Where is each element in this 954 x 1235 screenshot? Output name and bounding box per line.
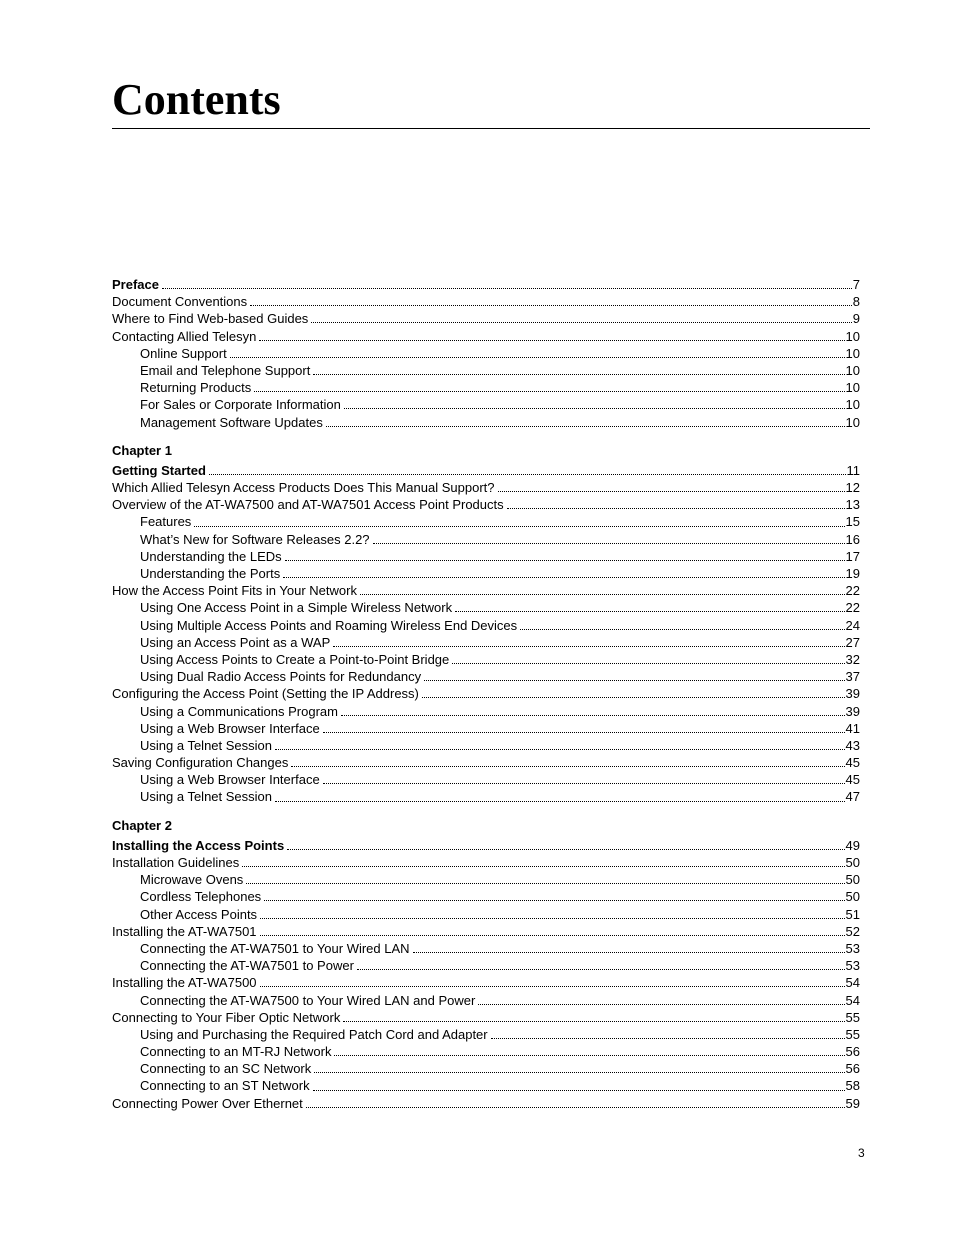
toc-entry-page: 59 (845, 1095, 860, 1111)
toc-entry[interactable] (112, 888, 860, 905)
toc-entry-page: 50 (845, 889, 860, 905)
toc-entry-page: 10 (845, 362, 860, 378)
toc-entry[interactable] (112, 1026, 860, 1043)
toc-entry-title: Features (140, 514, 192, 530)
toc-entry-page: 8 (852, 294, 860, 310)
toc-entry-title: Cordless Telephones (140, 889, 262, 905)
toc-entry[interactable] (112, 379, 860, 396)
toc-entry-title: Connecting to an ST Network (140, 1078, 310, 1094)
toc-entry-title: For Sales or Corporate Information (140, 397, 341, 413)
toc-entry[interactable] (112, 771, 860, 788)
toc-entry-page: 45 (845, 755, 860, 771)
toc-entry[interactable] (112, 668, 860, 685)
toc-entry-title: Using One Access Point in a Simple Wireless Network (140, 600, 453, 616)
toc-entry-page: 22 (845, 583, 860, 599)
toc-entry[interactable] (112, 396, 860, 413)
toc-entry[interactable] (112, 923, 860, 940)
toc-entry-page: 10 (845, 414, 860, 430)
toc-entry-page: 9 (852, 311, 860, 327)
toc-entry-page: 51 (845, 906, 860, 922)
toc-entry-page: 39 (845, 686, 860, 702)
toc-entry-page: 32 (845, 651, 860, 667)
toc-entry-title: Connecting the AT-WA7501 to Power (140, 958, 354, 974)
toc-entry[interactable] (112, 548, 860, 565)
toc-entry-page: 52 (845, 923, 860, 939)
toc-entry-page: 53 (845, 958, 860, 974)
toc-entry-title: Using Access Points to Create a Point-to-Point Bridge (140, 651, 450, 667)
toc-entry-title: Installation Guidelines (112, 855, 240, 870)
table-of-contents (112, 276, 860, 1112)
toc-dot-leader (242, 866, 844, 867)
toc-dot-leader (246, 883, 844, 884)
toc-entry-page: 13 (845, 497, 860, 513)
toc-entry-page: 11 (846, 462, 860, 478)
toc-entry-title: Document Conventions (112, 294, 248, 310)
toc-entry-title: Connecting to an MT-RJ Network (140, 1044, 332, 1060)
toc-dot-leader (323, 732, 845, 733)
toc-dot-leader (260, 918, 844, 919)
toc-entry[interactable] (112, 634, 860, 651)
toc-entry-page: 50 (845, 872, 860, 888)
toc-entry[interactable] (112, 651, 860, 668)
toc-entry-page: 56 (845, 1044, 860, 1060)
toc-entry-title: What’s New for Software Releases 2.2? (140, 531, 370, 547)
toc-dot-leader (344, 408, 845, 409)
toc-entry-title: Using a Web Browser Interface (140, 720, 320, 736)
toc-entry-page: 55 (845, 1009, 860, 1025)
toc-entry-page: 56 (845, 1061, 860, 1077)
toc-dot-leader (194, 526, 844, 527)
toc-entry-page: 39 (845, 703, 860, 719)
toc-entry-title: Using and Purchasing the Required Patch Cord and Adapter (140, 1026, 488, 1042)
toc-entry[interactable] (112, 362, 860, 379)
toc-entry[interactable] (112, 837, 860, 854)
toc-entry-title: Connecting to an SC Network (140, 1061, 312, 1077)
toc-entry-title: Getting Started (112, 462, 206, 478)
toc-entry-title: Contacting Allied Telesyn (112, 328, 257, 344)
toc-dot-leader (314, 1072, 844, 1073)
toc-entry[interactable] (112, 496, 860, 513)
toc-entry-page: 37 (845, 669, 860, 685)
toc-entry[interactable] (112, 617, 860, 634)
toc-entry-title: Understanding the LEDs (140, 548, 282, 564)
toc-entry[interactable] (112, 345, 860, 362)
toc-dot-leader (507, 508, 845, 509)
toc-entry-page: 15 (845, 514, 860, 530)
toc-dot-leader (452, 663, 844, 664)
toc-entry-page: 50 (845, 855, 860, 870)
toc-dot-leader (259, 340, 844, 341)
toc-entry-page: 24 (845, 617, 860, 633)
toc-entry-title: Returning Products (140, 380, 252, 396)
toc-entry[interactable] (112, 992, 860, 1009)
toc-entry-title: Overview of the AT-WA7500 and AT-WA7501 Access Point Products (112, 497, 504, 513)
toc-entry[interactable] (112, 328, 860, 345)
toc-dot-leader (250, 305, 852, 306)
toc-entry-page: 27 (845, 634, 860, 650)
toc-dot-leader (260, 986, 845, 987)
toc-entry[interactable] (112, 871, 860, 888)
toc-entry-title: Using a Telnet Session (140, 737, 273, 753)
toc-entry-page: 10 (845, 380, 860, 396)
toc-entry-page: 7 (852, 277, 860, 292)
toc-entry-page: 10 (845, 328, 860, 344)
toc-entry-title: Where to Find Web-based Guides (112, 311, 309, 327)
toc-entry[interactable] (112, 1095, 860, 1112)
toc-entry[interactable] (112, 703, 860, 720)
toc-entry-title: Installing the AT-WA7501 (112, 923, 257, 939)
toc-entry[interactable] (112, 906, 860, 923)
toc-entry[interactable] (112, 974, 860, 991)
toc-dot-leader (313, 1090, 845, 1091)
toc-dot-leader (424, 680, 844, 681)
toc-entry[interactable] (112, 1060, 860, 1077)
toc-dot-leader (313, 374, 844, 375)
toc-dot-leader (230, 357, 845, 358)
toc-entry-title: Preface (112, 277, 159, 292)
toc-entry-page: 53 (845, 940, 860, 956)
toc-entry[interactable] (112, 276, 860, 293)
toc-entry-title: Using an Access Point as a WAP (140, 634, 331, 650)
toc-entry-title: Using a Telnet Session (140, 789, 273, 805)
toc-dot-leader (360, 594, 845, 595)
toc-dot-leader (311, 322, 851, 323)
toc-entry[interactable] (112, 582, 860, 599)
toc-dot-leader (498, 491, 845, 492)
toc-entry[interactable] (112, 462, 860, 479)
toc-entry-title: Other Access Points (140, 906, 258, 922)
toc-entry-title: How the Access Point Fits in Your Network (112, 583, 357, 599)
toc-dot-leader (254, 391, 844, 392)
toc-dot-leader (326, 426, 845, 427)
toc-entry-title: Using a Web Browser Interface (140, 772, 320, 788)
toc-dot-leader (287, 849, 844, 850)
toc-dot-leader (334, 1055, 844, 1056)
toc-dot-leader (275, 801, 845, 802)
toc-entry-page: 47 (845, 789, 860, 805)
toc-dot-leader (283, 577, 844, 578)
toc-entry[interactable] (112, 940, 860, 957)
toc-entry-title: Connecting the AT-WA7501 to Your Wired LAN (140, 940, 410, 956)
toc-entry[interactable] (112, 1077, 860, 1094)
toc-entry-page: 10 (845, 345, 860, 361)
toc-entry[interactable] (112, 737, 860, 754)
toc-chapter-label: Chapter 1 (112, 442, 172, 458)
toc-entry[interactable] (112, 957, 860, 974)
toc-entry[interactable] (112, 531, 860, 548)
toc-dot-leader (264, 900, 844, 901)
toc-entry-title: Email and Telephone Support (140, 362, 311, 378)
toc-entry-title: Understanding the Ports (140, 566, 281, 581)
toc-entry[interactable] (112, 565, 860, 582)
toc-entry-page: 55 (845, 1026, 860, 1042)
toc-entry-title: Using Dual Radio Access Points for Redundancy (140, 669, 422, 685)
toc-entry-title: Connecting to Your Fiber Optic Network (112, 1009, 341, 1025)
toc-dot-leader (306, 1107, 845, 1108)
toc-dot-leader (343, 1021, 844, 1022)
toc-entry-page: 43 (845, 737, 860, 753)
toc-chapter-label: Chapter 2 (112, 817, 172, 833)
toc-entry-page: 17 (845, 548, 860, 564)
toc-entry-page: 58 (845, 1078, 860, 1094)
toc-entry-title: Installing the Access Points (112, 837, 285, 853)
toc-entry-page: 22 (845, 600, 860, 616)
toc-dot-leader (341, 715, 845, 716)
toc-entry-page: 19 (845, 566, 860, 581)
toc-entry-title: Management Software Updates (140, 414, 323, 430)
toc-entry-page: 54 (845, 992, 860, 1008)
toc-entry[interactable] (112, 754, 860, 771)
toc-dot-leader (455, 611, 844, 612)
toc-entry-page: 10 (845, 397, 860, 413)
toc-dot-leader (162, 288, 852, 289)
toc-entry-title: Using Multiple Access Points and Roaming Wireless End Devices (140, 617, 518, 633)
toc-entry[interactable] (112, 513, 860, 530)
toc-entry-page: 16 (845, 531, 860, 547)
toc-entry[interactable] (112, 1009, 860, 1026)
toc-entry[interactable] (112, 479, 860, 496)
toc-dot-leader (373, 543, 845, 544)
title-rule (112, 128, 870, 129)
toc-dot-leader (209, 474, 846, 475)
toc-entry-title: Online Support (140, 345, 227, 361)
toc-dot-leader (333, 646, 844, 647)
toc-entry-title: Configuring the Access Point (Setting the IP Address) (112, 686, 419, 702)
toc-entry[interactable] (112, 1043, 860, 1060)
toc-entry[interactable] (112, 788, 860, 805)
toc-entry[interactable] (112, 854, 860, 871)
toc-dot-leader (275, 749, 845, 750)
toc-entry-title: Using a Communications Program (140, 703, 338, 719)
toc-dot-leader (478, 1004, 844, 1005)
toc-dot-leader (413, 952, 845, 953)
toc-dot-leader (491, 1038, 845, 1039)
toc-entry-title: Which Allied Telesyn Access Products Does This Manual Support? (112, 480, 495, 496)
toc-entry-title: Connecting the AT-WA7500 to Your Wired LAN and Power (140, 992, 476, 1008)
toc-dot-leader (357, 969, 845, 970)
toc-entry-page: 54 (845, 975, 860, 991)
toc-entry-title: Installing the AT-WA7500 (112, 975, 257, 991)
toc-dot-leader (285, 560, 845, 561)
toc-dot-leader (291, 766, 844, 767)
toc-dot-leader (323, 783, 845, 784)
toc-entry-page: 45 (845, 772, 860, 788)
toc-entry[interactable] (112, 720, 860, 737)
toc-entry[interactable] (112, 414, 860, 431)
toc-entry[interactable] (112, 293, 860, 310)
toc-dot-leader (520, 629, 844, 630)
toc-entry[interactable] (112, 599, 860, 616)
toc-dot-leader (260, 935, 845, 936)
toc-entry[interactable] (112, 685, 860, 702)
toc-dot-leader (422, 697, 845, 698)
page-number: 3 (858, 1146, 865, 1160)
toc-entry-title: Microwave Ovens (140, 872, 244, 888)
toc-entry-title: Connecting Power Over Ethernet (112, 1095, 303, 1111)
toc-entry-title: Saving Configuration Changes (112, 755, 289, 771)
toc-entry-page: 12 (845, 480, 860, 496)
toc-entry[interactable] (112, 310, 860, 327)
page-title: Contents (112, 75, 281, 124)
toc-entry-page: 49 (845, 837, 860, 853)
toc-entry-page: 41 (845, 720, 860, 736)
